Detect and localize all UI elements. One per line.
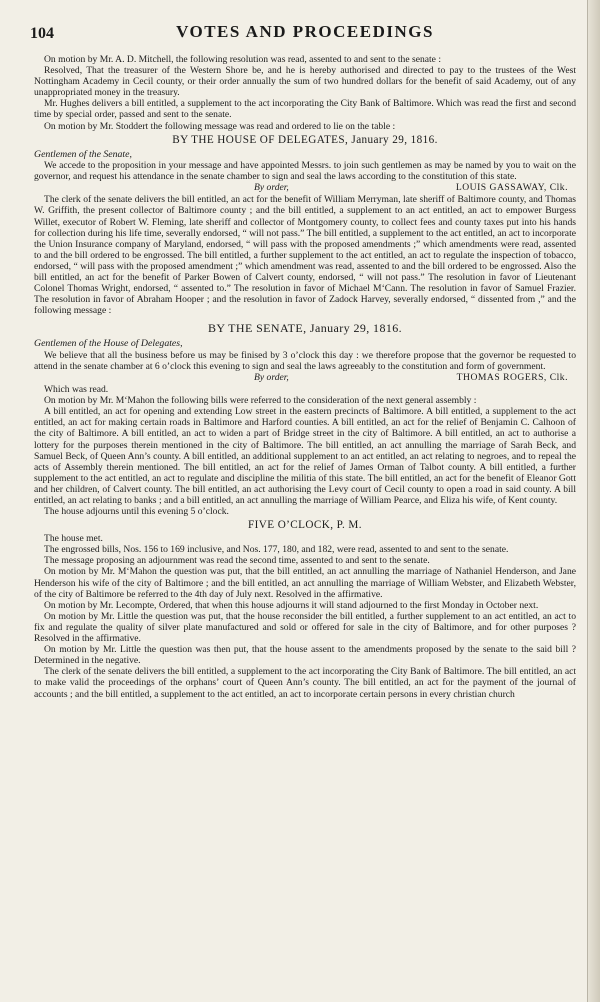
paragraph: On motion by Mr. Little the question was then put, that the house assent to the amendments proposed by the senate to the said bill ? Determined in the negative. (34, 644, 576, 667)
running-head (30, 22, 576, 46)
paragraph: Which was read. (44, 384, 109, 396)
paragraph: On motion by Mr. A. D. Mitchell, the following resolution was read, assented to and sent to the senate : (44, 54, 442, 65)
message-address: Gentlemen of the Senate, (34, 148, 132, 160)
message-signature (34, 182, 576, 193)
paragraph: The message proposing an adjournment was read the second time, assented to and sent to the senate. (44, 555, 430, 567)
paragraph: The clerk of the senate delivers the bill entitled, a supplement to the act incorporating the City Bank of Baltimore. The bill entitled, an act to make valid the proceedings of the orphans’ court of Queen Ann’s county. The bill entitled, an act for the payment of the journal of accounts ; and the bill entitled, a supplement to the act entitled, an act to incorporate certain persons in every christian church (34, 666, 576, 700)
message-heading: BY THE HOUSE OF DELEGATES, January 29, 1816. (172, 133, 438, 146)
message-heading: BY THE SENATE, January 29, 1816. (207, 321, 403, 336)
message-body: We accede to the proposition in your message and have appointed Messrs. to join such gentlemen as may be named by you to wait on the governor, and request his attendance in the senate chamber to sign and seal the laws according to the constitution of this state. (34, 160, 576, 183)
paragraph: On motion by Mr. M‘Mahon the question was put, that the bill entitled, an act annulling the marriage of Nathaniel Henderson, and Jane Henderson his wife of the city of Baltimore ; and the bill entitled, an act annulling the marriage of William Webster, and Elizabeth Webster, of the city of Baltimore be referred to the 4th day of July next. Resolved in the affirmative. (34, 566, 576, 600)
paragraph: The house adjourns until this evening 5 o’clock. (44, 506, 229, 518)
signatory-name: THOMAS ROGERS, Clk. (456, 372, 568, 384)
running-title: VOTES AND PROCEEDINGS (176, 22, 434, 41)
resolution-paragraph: Resolved, That the treasurer of the Western Shore be, and he is hereby authorised and directed to pay to the trustees of the West Nottingham Academy in Cecil county, or their order annually the sum of two hundred dollars for the benefit of said Academy, out of any unappropriated money in the treasury. (34, 65, 576, 99)
by-order-label: By order, (254, 182, 289, 194)
paragraph: On motion by Mr. M‘Mahon the following bills were referred to the consideration of the next general assembly : (44, 395, 477, 407)
bill-list-paragraph: A bill entitled, an act for opening and extending Low street in the eastern precincts of Baltimore. A bill entitled, a supplement to the act entitled, an act for making certain roads in Baltimore and Harford counties. A bill entitled, an act for the relief of Benjamin C. Calhoon of the city of Baltimore. A bill entitled, an act to widen a part of Bridge street in the city of Baltimore. A bill entitled, an act to authorise a lottery for the purposes therein mentioned in the city of Baltimore. The bill entitled, an act annulling the marriage of Sarah Beck, and Samuel Beck, of Queen Ann’s county. A bill entitled, an additional supplement to an act entitled, an act relating to negroes, and to repeal the acts of Assembly therein mentioned. The bill entitled, an act for the relief of James Orman of Talbot county. A bill entitled, a further supplement to the act entitled, an act to regulate and discipline the militia of this state. The bill entitled, an act for the benefit of Eleanor Gott and her children, of Calvert county. The bill entitled, an act authorising the Levy court of Cecil county to open a road in said county. A bill entitled, an act relating to banks ; and a bill entitled, an act annulling the marriage of William Pearce, and Eliza his wife, of Kent county. (34, 406, 576, 506)
paragraph: On motion by Mr. Lecompte, Ordered, that when this house adjourns it will stand adjourned to the first Monday in October next. (44, 599, 539, 611)
paragraph: The engrossed bills, Nos. 156 to 169 inclusive, and Nos. 177, 180, and 182, were read, assented to and sent to the senate. (44, 544, 509, 556)
message-body: We believe that all the business before us may be finised by 3 o’clock this day : we therefore propose that the governor be requested to attend in the senate chamber at 6 o’clock this evening to sign and seal the laws agreeably to the constitution and form of government. (34, 349, 576, 372)
page-number: 104 (30, 25, 54, 42)
paragraph: The house met. (44, 533, 103, 545)
paragraph: On motion by Mr. Stoddert the following message was read and ordered to lie on the table : (44, 120, 396, 132)
message-address: Gentlemen of the House of Delegates, (34, 338, 183, 350)
paragraph: Mr. Hughes delivers a bill entitled, a supplement to the act incorporating the City Bank of Baltimore. Which was read the first and second time by special order, passed and sent to the senate. (34, 98, 576, 121)
page-edge (587, 0, 600, 1002)
session-heading: FIVE O’CLOCK, P. M. (248, 519, 362, 532)
signatory-name: LOUIS GASSAWAY, Clk. (455, 182, 568, 194)
paragraph: The clerk of the senate delivers the bill entitled, an act for the benefit of William Merryman, late sheriff of Baltimore county, and Thomas W. Griffith, the present collector of Baltimore county ; and the bill entitled, a supplement to an act entitled, an act to empower Burgess Willet, executor of Robert W. Fleming, late sheriff and collector of Montgomery county, to collect fees and county taxes put into his hands for collection during his life time, severally endorsed, “ will not pass.” The bill entitled, a supplement to the act entitled, an act to incorporate the Union Insurance company of Maryland, endorsed, “ will pass with the proposed amendments ;” which amendments were read, assented to and the bill ordered to be engrossed. The bill entitled, a further supplement to the act entitled, an act to regulate the inspection of tobacco, endorsed, “ will pass with the proposed amendment ;” which amendment was read, assented to and the bill ordered to be engrossed. Also the bill entitled, an act for the benefit of Parker Bowen of Calvert county, endorsed, “ will not pass.” The resolution in favor of Lieutenant Colonel Thomas Wright, endorsed, “ assented to.” The resolution in favor of Michael M‘Cann. The resolution in favor of Samuel Frazier. The resolution in favor of Abraham Hooper ; and the resolution in favor of Zadock Harvey, severally endorsed, “ dissented from ,” and the following message : (34, 194, 576, 317)
by-order-label: By order, (254, 372, 289, 384)
message-signature (34, 372, 576, 383)
paragraph: On motion by Mr. Little the question was put, that the house reconsider the bill entitled, a further supplement to an act entitled, an act to fix and regulate the quality of silver plate manufactured and sold or offered for sale in the city of Baltimore, and for other purposes ? Resolved in the affirmative. (34, 610, 576, 645)
